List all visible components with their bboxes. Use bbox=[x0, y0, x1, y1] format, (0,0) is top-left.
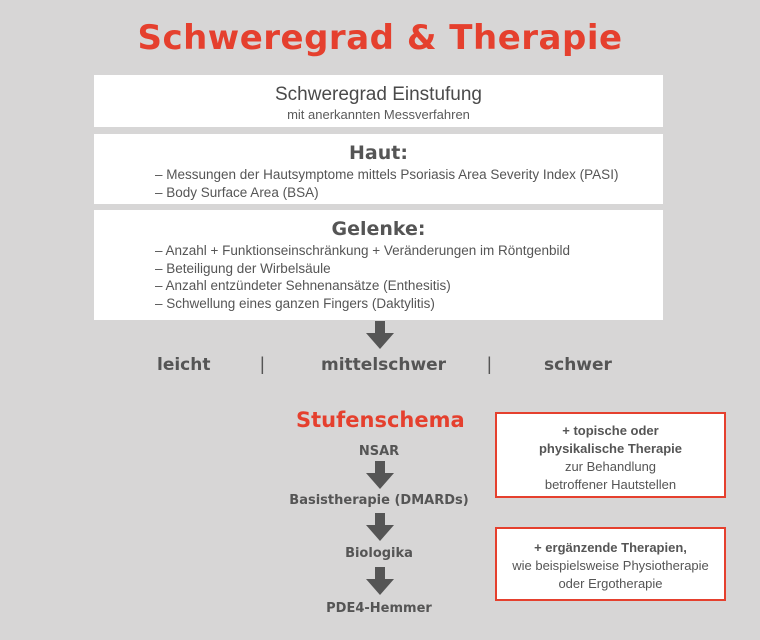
list-item: – Messungen der Hautsymptome mittels Psoriasis Area Severity Index (PASI) bbox=[155, 167, 619, 182]
joints-list bbox=[94, 242, 663, 312]
step-dmards: Basistherapie (DMARDs) bbox=[289, 493, 469, 508]
side-note-line: wie beispielsweise Physiotherapie bbox=[512, 558, 709, 573]
side-note-complementary bbox=[495, 527, 726, 601]
assessment-heading: Schweregrad Einstufung bbox=[274, 84, 482, 105]
list-item: – Anzahl + Funktionseinschränkung + Veränderungen im Röntgenbild bbox=[155, 243, 571, 258]
side-note-topical bbox=[495, 412, 726, 498]
joints-heading: Gelenke: bbox=[331, 218, 426, 240]
joints-box bbox=[94, 210, 663, 320]
scheme-heading: Stufenschema bbox=[296, 408, 465, 432]
list-item: – Schwellung eines ganzen Fingers (Daktylitis) bbox=[155, 295, 435, 311]
side-note-line: oder Ergotherapie bbox=[558, 576, 663, 591]
side-note-line: zur Behandlung bbox=[564, 459, 657, 474]
severity-severe: schwer bbox=[544, 355, 612, 375]
side-note-line: betroffener Hautstellen bbox=[544, 477, 677, 492]
step-biologika: Biologika bbox=[345, 546, 413, 561]
page-title: Schweregrad & Therapie bbox=[137, 18, 623, 58]
arrow-down-icon bbox=[366, 567, 394, 595]
list-item: – Body Surface Area (BSA) bbox=[155, 184, 319, 200]
severity-mild: leicht bbox=[157, 355, 211, 375]
skin-box bbox=[94, 134, 663, 204]
severity-separator: | bbox=[487, 354, 492, 374]
skin-list bbox=[94, 166, 663, 201]
side-note-bold-line: physikalische Therapie bbox=[538, 441, 683, 456]
severity-separator: | bbox=[260, 354, 265, 374]
arrow-down-icon bbox=[366, 321, 394, 349]
skin-heading: Haut: bbox=[349, 142, 408, 164]
list-item: – Anzahl entzündeter Sehnenansätze (Enthesitis) bbox=[155, 278, 451, 293]
severity-moderate: mittelschwer bbox=[321, 355, 447, 375]
step-nsar: NSAR bbox=[358, 444, 400, 459]
step-pde4: PDE4-Hemmer bbox=[326, 601, 432, 616]
arrow-down-icon bbox=[366, 513, 394, 541]
assessment-subheading: mit anerkannten Messverfahren bbox=[287, 107, 470, 122]
arrow-down-icon bbox=[366, 461, 394, 489]
side-note-bold-line: + topische oder bbox=[562, 423, 659, 438]
assessment-header-box bbox=[94, 75, 663, 127]
side-note-bold-line: + ergänzende Therapien, bbox=[534, 540, 687, 555]
list-item: – Beteiligung der Wirbelsäule bbox=[155, 260, 331, 276]
